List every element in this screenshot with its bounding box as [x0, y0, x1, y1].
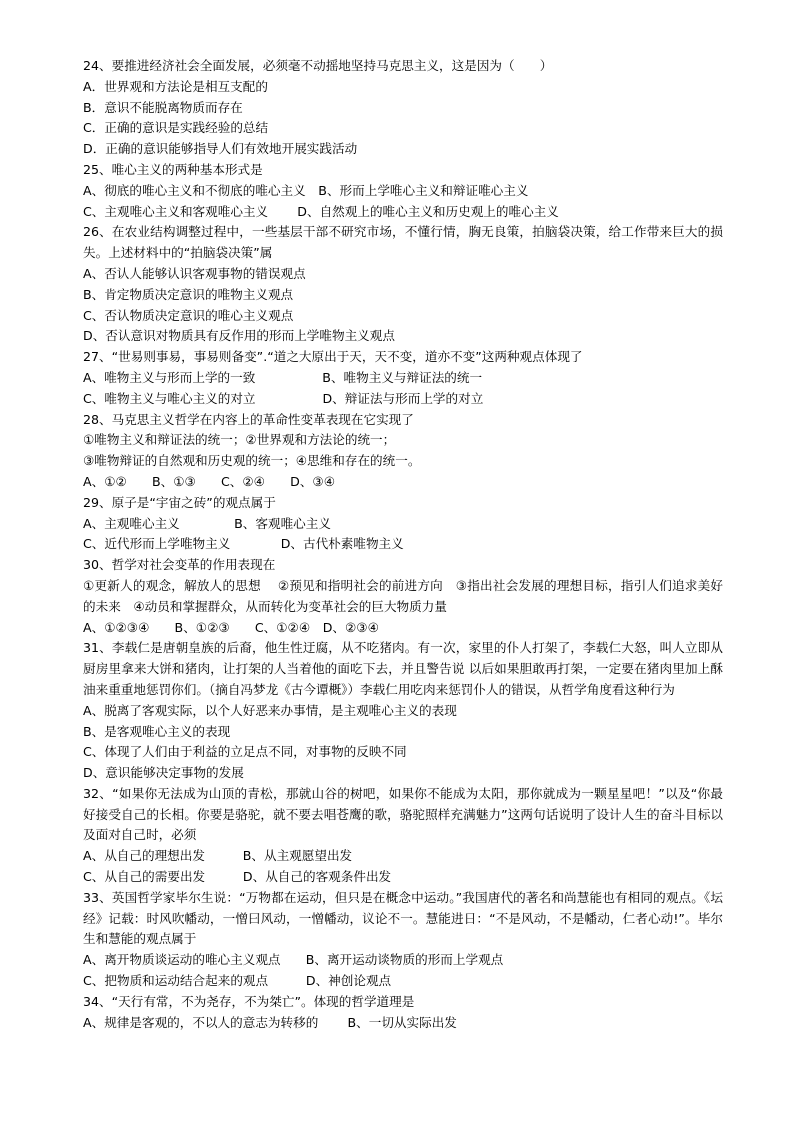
question-24-option-d: D．正确的意识能够指导人们有效地开展实践活动 [83, 141, 358, 157]
question-27-stem: 27、“世易则事易，事易则备变”.“道之大原出于天，天不变，道亦不变”这两种观点体现了 [83, 349, 583, 365]
question-26-option-d: D、否认意识对物质具有反作用的形而上学唯物主义观点 [83, 328, 395, 344]
question-32-options-cd: C、从自己的需要出发 D、从自己的客观条件出发 [83, 869, 392, 885]
question-33-options-ab: A、离开物质谈运动的唯心主义观点 B、离开运动谈物质的形而上学观点 [83, 952, 504, 968]
question-28-items-1: ①唯物主义和辩证法的统一；②世界观和方法论的统一； [83, 432, 396, 448]
question-26-option-b: B、肯定物质决定意识的唯物主义观点 [83, 286, 294, 302]
question-32-options-ab: A、从自己的理想出发 B、从主观愿望出发 [83, 848, 353, 864]
question-34-options-ab: A、规律是客观的，不以人的意志为转移的 B、一切从实际出发 [83, 1014, 457, 1030]
question-29-options-ab: A、主观唯心主义 B、客观唯心主义 [83, 515, 331, 531]
question-26-option-a: A、否认人能够认识客观事物的错误观点 [83, 265, 306, 281]
question-33-stem: 33、英国哲学家毕尔生说：“万物都在运动，但只是在概念中运动。”我国唐代的著名和尚慧能也有相同的观点。《坛经》记载：时风吹幡动，一憎曰风动，一憎幡动，议论不一。慧能进日：“不是风动，不是幡动，仁者心动!”。毕尔生和慧能的观点属于 [83, 889, 723, 947]
question-24-option-c: C．正确的意识是实践经验的总结 [83, 120, 269, 136]
question-24-option-a: A．世界观和方法论是相互支配的 [83, 78, 268, 94]
question-26-stem: 26、在农业结构调整过程中，一些基层干部不研究市场，不懂行情，胸无良策，拍脑袋决策，给工作带来巨大的损失。上述材料中的“拍脑袋决策”属 [83, 224, 723, 261]
question-24-stem: 24、要推进经济社会全面发展，必须毫不动摇地坚持马克思主义，这是因为（ ） [83, 58, 553, 73]
exam-page [83, 56, 723, 1033]
question-30-items: ①更新人的观念，解放人的思想 ②预见和指明社会的前进方向 ③指出社会发展的理想目标，指引人们追求美好的未来 ④动员和掌握群众，从而转化为变革社会的巨大物质力量 [83, 577, 723, 614]
question-29-stem: 29、原子是“宇宙之砖”的观点属于 [83, 494, 276, 510]
question-31-option-d: D、意识能够决定事物的发展 [83, 765, 244, 781]
question-25-options-ab: A、彻底的唯心主义和不彻底的唯心主义 B、形而上学唯心主义和辩证唯心主义 [83, 182, 529, 198]
question-34-stem: 34、“天行有常，不为尧存，不为桀亡”。体现的哲学道理是 [83, 993, 415, 1009]
question-26-option-c: C、否认物质决定意识的唯心主义观点 [83, 307, 294, 323]
question-29-options-cd: C、近代形而上学唯物主义 D、古代朴素唯物主义 [83, 536, 404, 552]
question-31-stem: 31、李载仁是唐朝皇族的后裔，他生性迂腐，从不吃猪肉。有一次，家里的仆人打架了，李载仁大怒，叫人立即从厨房里拿来大饼和猪肉，让打架的人当着他的面吃下去，并且警告说 以后如果胆敢再打架，一定要在猪肉里加上酥油来重重地惩罚你们。（摘自冯梦龙《古今谭概》）李载仁用吃肉来惩罚仆人的错误，从哲学角度看这种行为 [83, 640, 723, 697]
question-25-stem: 25、唯心主义的两种基本形式是 [83, 161, 263, 177]
question-33-options-cd: C、把物质和运动结合起来的观点 D、神创论观点 [83, 973, 392, 989]
question-31-option-a: A、脱离了客观实际，以个人好恶来办事情，是主观唯心主义的表现 [83, 702, 457, 718]
question-27-options-cd: C、唯物主义与唯心主义的对立 D、辩证法与形而上学的对立 [83, 390, 484, 406]
question-28-options: A、①② B、①③ C、②④ D、③④ [83, 473, 336, 489]
question-24-option-b: B．意识不能脱离物质而存在 [83, 99, 243, 115]
question-32-stem: 32、“如果你无法成为山顶的青松，那就山谷的树吧，如果你不能成为太阳，那你就成为一颗星星吧！”以及“你最好接受自己的长相。你要是骆驼，就不要去唱苍鹰的歌，骆驼照样充满魅力”这两句话说明了设计人生的奋斗目标以及面对自己时，必须 [83, 785, 723, 843]
question-27-options-ab: A、唯物主义与形而上学的一致 B、唯物主义与辩证法的统一 [83, 369, 483, 385]
question-25-options-cd: C、主观唯心主义和客观唯心主义 D、自然观上的唯心主义和历史观上的唯心主义 [83, 203, 559, 219]
question-30-stem: 30、哲学对社会变革的作用表现在 [83, 557, 276, 573]
question-31-option-b: B、是客观唯心主义的表现 [83, 723, 231, 739]
question-28-items-2: ③唯物辩证的自然观和历史观的统一；④思维和存在的统一。 [83, 453, 421, 469]
question-31-option-c: C、体现了人们由于利益的立足点不同，对事物的反映不同 [83, 744, 407, 760]
question-30-options: A、①②③④ B、①②③ C、①②④ D、②③④ [83, 619, 379, 635]
question-28-stem: 28、马克思主义哲学在内容上的革命性变革表现在它实现了 [83, 411, 414, 427]
